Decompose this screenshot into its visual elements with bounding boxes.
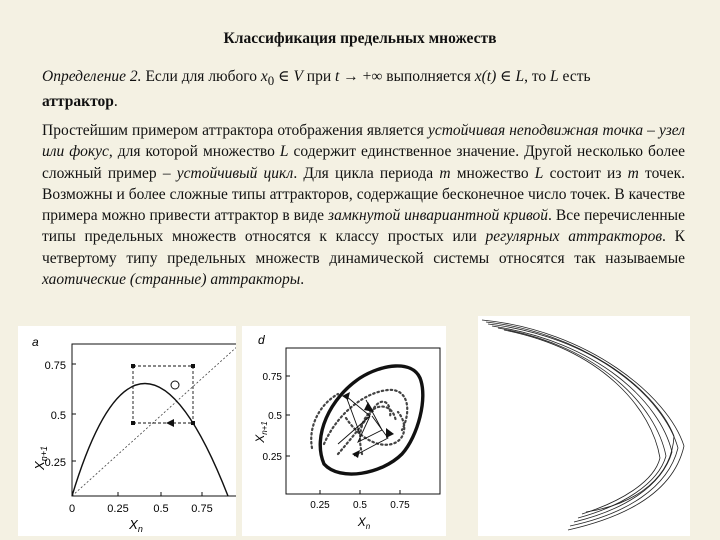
- paragraph-text: .: [300, 271, 305, 289]
- math-l: L: [279, 143, 289, 161]
- figure-a-frame: [72, 344, 236, 496]
- math-l: L: [550, 68, 559, 85]
- paragraph-text: состоит из: [543, 164, 628, 182]
- figure-d-invariant-curve: [242, 326, 446, 536]
- paragraph-text: точек. Возможны и более сложные типы аттракторов, содержащие бесконечное число точек. В качестве примера можно привести аттрактор в виде: [42, 164, 685, 225]
- attractor-term: аттрактор: [42, 93, 114, 111]
- math-in: ∈: [496, 68, 516, 85]
- figure-strange-attractor: [478, 316, 690, 536]
- definition-text: Если для любого: [141, 68, 261, 85]
- figure-a-parabola: [72, 384, 228, 497]
- figure-d-ytick: 0.75: [262, 372, 282, 383]
- figure-a-xtick: 0: [68, 503, 76, 515]
- term-stable-fixed-point: устойчивая неподвижная точка – узел или фокус: [42, 122, 685, 161]
- figure-a-xlabel: $X_n$: [129, 517, 143, 534]
- math-m: m: [439, 164, 451, 182]
- paragraph: [42, 120, 685, 290]
- figure-a-arrow: [166, 419, 174, 427]
- figure-d-ytick: 0.5: [268, 411, 282, 422]
- figure-a-fixed-point: [171, 381, 179, 389]
- term-invariant-curve: замкнутой инвариантной кривой: [328, 207, 549, 225]
- math-x0: x: [260, 68, 268, 85]
- math-t: t: [335, 68, 340, 85]
- figure-a-ytick: 0.5: [50, 410, 66, 422]
- figure-a-ytick: 0.25: [44, 457, 66, 469]
- definition-text: есть: [558, 68, 591, 85]
- paragraph-text: Простейшим примером аттрактора отображения является: [42, 122, 428, 139]
- figure-d-xtick: 0.25: [310, 500, 330, 511]
- figure-d-xtick: 0.5: [353, 500, 367, 511]
- paragraph-text: , для которой множество: [108, 143, 280, 161]
- figure-a-ytick: 0.75: [44, 360, 66, 372]
- strange-attractor-curves: [482, 320, 684, 530]
- slide-title: Классификация предельных множеств: [223, 30, 497, 47]
- paragraph-text: . К четвертому типу предельных множеств динамической системы относятся так называемые: [42, 228, 685, 267]
- figure-a-diagonal: [72, 344, 236, 496]
- figure-a-panel: [18, 326, 236, 536]
- term-stable-cycle: устойчивый цикл: [176, 164, 294, 182]
- figure-d-xtick: 0.75: [390, 500, 410, 511]
- paragraph-text: содержит единственное значение. Другой несколько более сложный пример –: [42, 143, 685, 182]
- figure-a-logistic-map: [18, 326, 236, 536]
- figure-d-letter: d: [258, 333, 265, 347]
- figure-strange-attractor-panel: [478, 316, 690, 536]
- paragraph-text: множество: [450, 164, 535, 182]
- term-chaotic-attractors: хаотические (странные) аттракторы: [42, 271, 301, 289]
- definition-dot: .: [113, 93, 118, 111]
- math-x0-sub: 0: [267, 73, 275, 89]
- figure-a-tick-marks: [72, 364, 202, 496]
- figure-a-xtick: 0.5: [153, 503, 169, 515]
- math-l: L: [534, 164, 544, 182]
- figure-d-ytick: 0.25: [262, 452, 282, 463]
- figure-a-cobweb: [133, 366, 193, 423]
- figure-d-ylabel: $X_{n+1}$: [253, 421, 269, 443]
- definition-text: , то: [524, 68, 551, 85]
- math-arrow: → +∞: [339, 68, 387, 85]
- figure-a-markers: [131, 364, 195, 427]
- math-v: V: [293, 68, 303, 85]
- math-m: m: [627, 164, 639, 182]
- definition: [42, 66, 682, 112]
- figure-d-closed-curve: [320, 366, 423, 474]
- paragraph-text: . Все перечисленные типы предельных множеств относятся к классу простых или: [42, 207, 685, 246]
- math-in: ∈: [274, 68, 294, 85]
- figure-d-panel: [242, 326, 446, 536]
- math-l: L: [515, 68, 525, 85]
- figure-d-xlabel: $X_n$: [357, 515, 371, 531]
- figure-a-ylabel: $X_{n+1}$: [32, 446, 49, 470]
- definition-text: выполняется: [386, 68, 475, 85]
- figure-a-xtick: 0.25: [107, 503, 129, 515]
- definition-text: при: [302, 68, 336, 85]
- definition-label: Определение 2.: [42, 68, 142, 85]
- figure-a-letter: a: [32, 335, 39, 349]
- term-regular-attractors: регулярных аттракторов: [485, 228, 663, 246]
- figure-a-xtick: 0.75: [191, 503, 213, 515]
- paragraph-text: . Для цикла периода: [293, 164, 440, 182]
- math-xt: x(t): [474, 68, 497, 85]
